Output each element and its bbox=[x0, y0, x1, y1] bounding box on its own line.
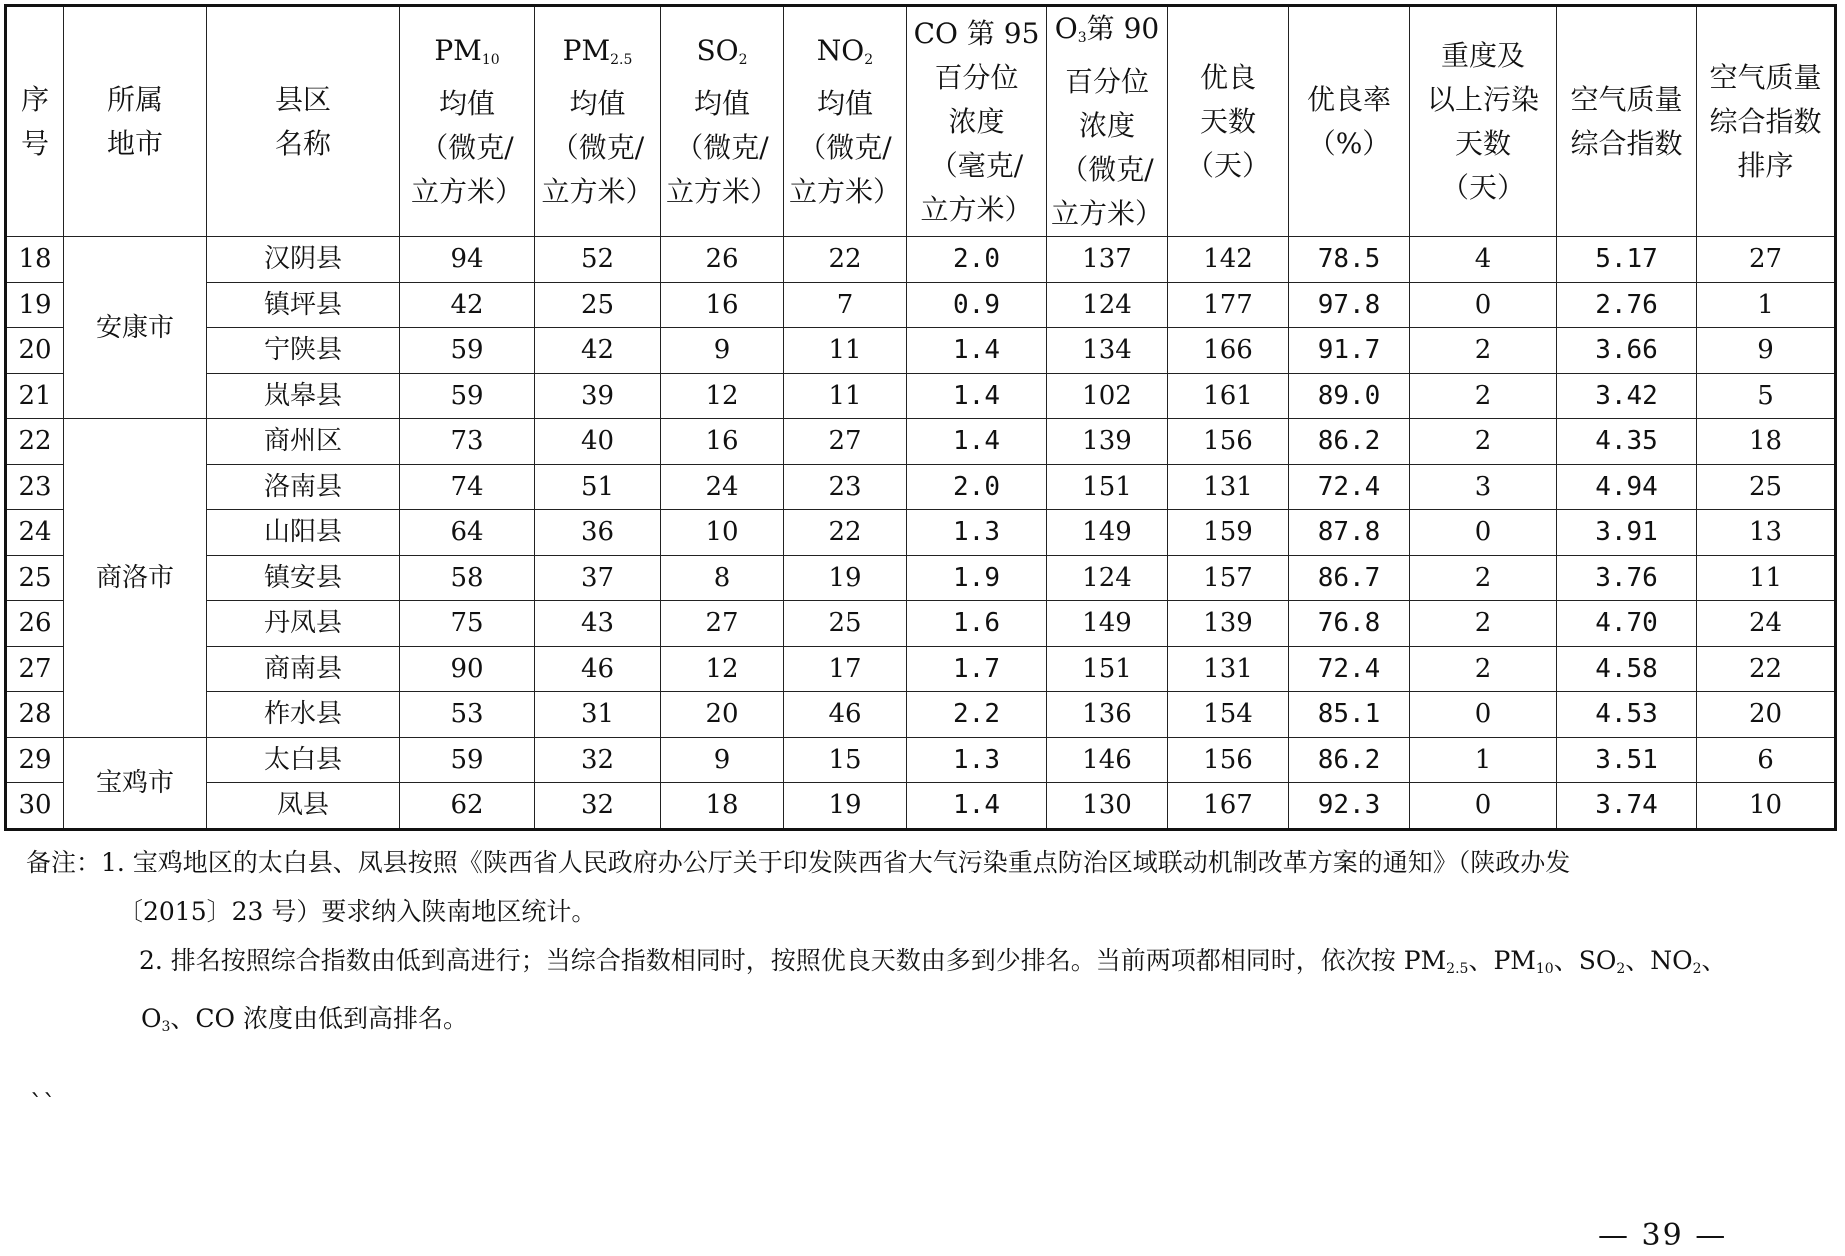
cell-seq: 23 bbox=[6, 464, 64, 510]
note-subscript: 2 bbox=[1692, 961, 1702, 977]
cell-so2: 27 bbox=[661, 601, 784, 647]
cell-co: 1.4 bbox=[907, 419, 1047, 465]
cell-rank: 27 bbox=[1697, 237, 1836, 283]
cell-no2: 22 bbox=[784, 510, 907, 556]
cell-no2: 7 bbox=[784, 282, 907, 328]
cell-seq: 21 bbox=[6, 373, 64, 419]
cell-aqi: 3.42 bbox=[1557, 373, 1697, 419]
cell-heavy-days: 0 bbox=[1410, 783, 1557, 830]
cell-rank: 6 bbox=[1697, 737, 1836, 783]
table-row bbox=[6, 646, 1836, 692]
header-line: 名称 bbox=[274, 126, 331, 160]
cell-aqi: 4.94 bbox=[1557, 464, 1697, 510]
cell-county: 洛南县 bbox=[207, 464, 400, 510]
header-line: 立方米） bbox=[788, 175, 901, 208]
cell-pm25: 39 bbox=[535, 373, 661, 419]
table-row bbox=[6, 783, 1836, 830]
cell-seq: 29 bbox=[6, 737, 64, 783]
cell-good-days: 154 bbox=[1168, 692, 1289, 738]
cell-good-rate: 76.8 bbox=[1289, 601, 1410, 647]
cell-rank: 20 bbox=[1697, 692, 1836, 738]
page-number: — 39 — bbox=[1598, 1218, 1728, 1253]
cell-aqi: 2.76 bbox=[1557, 282, 1697, 328]
cell-seq: 18 bbox=[6, 237, 64, 283]
table-row bbox=[6, 692, 1836, 738]
header-formula bbox=[400, 29, 534, 82]
cell-aqi: 4.58 bbox=[1557, 646, 1697, 692]
header-line: 立方米） bbox=[665, 175, 778, 208]
cell-county: 凤县 bbox=[207, 783, 400, 830]
cell-pm10: 42 bbox=[400, 282, 535, 328]
cell-good-days: 142 bbox=[1168, 237, 1289, 283]
cell-aqi: 3.74 bbox=[1557, 783, 1697, 830]
cell-pm25: 40 bbox=[535, 419, 661, 465]
cell-no2: 22 bbox=[784, 237, 907, 283]
formula-symbol: O bbox=[1054, 12, 1078, 45]
header-line: 号 bbox=[20, 126, 49, 160]
cell-so2: 12 bbox=[661, 373, 784, 419]
cell-pm25: 52 bbox=[535, 237, 661, 283]
cell-pm10: 73 bbox=[400, 419, 535, 465]
header-line: 排序 bbox=[1737, 148, 1794, 182]
cell-good-rate: 72.4 bbox=[1289, 646, 1410, 692]
header-line: （微克/ bbox=[798, 131, 892, 164]
header-line: 序 bbox=[20, 82, 49, 116]
cell-good-rate: 86.7 bbox=[1289, 555, 1410, 601]
formula-subscript: 2.5 bbox=[610, 52, 633, 68]
table-row bbox=[6, 555, 1836, 601]
header-line: 重度及 bbox=[1440, 38, 1525, 72]
cell-pm25: 31 bbox=[535, 692, 661, 738]
cell-good-rate: 97.8 bbox=[1289, 282, 1410, 328]
cell-o3: 130 bbox=[1047, 783, 1168, 830]
cell-aqi: 4.70 bbox=[1557, 601, 1697, 647]
formula-symbol: PM bbox=[562, 34, 611, 67]
cell-county: 山阳县 bbox=[207, 510, 400, 556]
cell-county: 商州区 bbox=[207, 419, 400, 465]
cell-co: 2.2 bbox=[907, 692, 1047, 738]
cell-no2: 11 bbox=[784, 373, 907, 419]
cell-county: 汉阴县 bbox=[207, 237, 400, 283]
header-seq bbox=[6, 6, 64, 237]
header-formula bbox=[784, 29, 906, 82]
cell-heavy-days: 2 bbox=[1410, 328, 1557, 374]
cell-rank: 5 bbox=[1697, 373, 1836, 419]
cell-aqi: 5.17 bbox=[1557, 237, 1697, 283]
header-line: 均值 bbox=[569, 87, 626, 120]
formula-subscript: 10 bbox=[481, 52, 500, 68]
cell-pm25: 32 bbox=[535, 783, 661, 830]
cell-good-rate: 85.1 bbox=[1289, 692, 1410, 738]
header-line: 百分位 bbox=[934, 60, 1019, 94]
cell-co: 1.7 bbox=[907, 646, 1047, 692]
note-line bbox=[26, 936, 1826, 994]
note-text: 、SO bbox=[1553, 946, 1617, 975]
cell-good-days: 156 bbox=[1168, 419, 1289, 465]
cell-heavy-days: 2 bbox=[1410, 555, 1557, 601]
cell-co: 1.3 bbox=[907, 510, 1047, 556]
cell-good-rate: 72.4 bbox=[1289, 464, 1410, 510]
cell-o3: 149 bbox=[1047, 510, 1168, 556]
header-line: 优良率 bbox=[1306, 82, 1391, 116]
table-row bbox=[6, 282, 1836, 328]
header-line: 以上污染 bbox=[1426, 82, 1539, 116]
header-line: 天数 bbox=[1454, 126, 1511, 160]
cell-good-rate: 92.3 bbox=[1289, 783, 1410, 830]
cell-no2: 23 bbox=[784, 464, 907, 510]
cell-pm10: 59 bbox=[400, 328, 535, 374]
cell-rank: 10 bbox=[1697, 783, 1836, 830]
header-pm10 bbox=[400, 6, 535, 237]
cell-good-days: 131 bbox=[1168, 646, 1289, 692]
table-row bbox=[6, 328, 1836, 374]
cell-seq: 22 bbox=[6, 419, 64, 465]
header-line: 浓度 bbox=[1078, 109, 1135, 142]
cell-so2: 16 bbox=[661, 419, 784, 465]
cell-good-rate: 87.8 bbox=[1289, 510, 1410, 556]
cell-so2: 8 bbox=[661, 555, 784, 601]
header-good-rate bbox=[1289, 6, 1410, 237]
cell-heavy-days: 2 bbox=[1410, 646, 1557, 692]
cell-pm10: 64 bbox=[400, 510, 535, 556]
header-good-days bbox=[1168, 6, 1289, 237]
header-pm25 bbox=[535, 6, 661, 237]
cell-o3: 102 bbox=[1047, 373, 1168, 419]
cell-good-days: 161 bbox=[1168, 373, 1289, 419]
notes-section bbox=[26, 838, 1826, 1052]
cell-pm10: 62 bbox=[400, 783, 535, 830]
cell-seq: 20 bbox=[6, 328, 64, 374]
note-subscript: 10 bbox=[1535, 961, 1554, 977]
stray-marks: `` bbox=[30, 1090, 56, 1120]
cell-rank: 25 bbox=[1697, 464, 1836, 510]
cell-heavy-days: 0 bbox=[1410, 282, 1557, 328]
table-row bbox=[6, 237, 1836, 283]
cell-no2: 19 bbox=[784, 783, 907, 830]
cell-pm25: 42 bbox=[535, 328, 661, 374]
cell-aqi: 3.76 bbox=[1557, 555, 1697, 601]
table-row bbox=[6, 601, 1836, 647]
formula-symbol: SO bbox=[696, 34, 739, 67]
cell-county: 商南县 bbox=[207, 646, 400, 692]
cell-good-rate: 86.2 bbox=[1289, 419, 1410, 465]
cell-seq: 27 bbox=[6, 646, 64, 692]
header-line: 优良 bbox=[1199, 60, 1256, 94]
cell-county: 岚皋县 bbox=[207, 373, 400, 419]
cell-aqi: 3.51 bbox=[1557, 737, 1697, 783]
cell-good-days: 159 bbox=[1168, 510, 1289, 556]
cell-so2: 10 bbox=[661, 510, 784, 556]
cell-rank: 9 bbox=[1697, 328, 1836, 374]
cell-pm10: 74 bbox=[400, 464, 535, 510]
cell-city: 安康市 bbox=[64, 237, 207, 419]
cell-pm10: 75 bbox=[400, 601, 535, 647]
cell-heavy-days: 2 bbox=[1410, 419, 1557, 465]
note-subscript: 3 bbox=[161, 1019, 171, 1035]
cell-co: 1.3 bbox=[907, 737, 1047, 783]
cell-county: 镇安县 bbox=[207, 555, 400, 601]
note-text: 备注：1. 宝鸡地区的太白县、凤县按照《陕西省人民政府办公厅关于印发陕西省大气污染重点防治区域联动机制改革方案的通知》（陕政办发 bbox=[26, 848, 1571, 877]
cell-no2: 25 bbox=[784, 601, 907, 647]
table-row bbox=[6, 419, 1836, 465]
header-no2 bbox=[784, 6, 907, 237]
cell-o3: 146 bbox=[1047, 737, 1168, 783]
cell-pm25: 32 bbox=[535, 737, 661, 783]
table-row bbox=[6, 464, 1836, 510]
cell-pm25: 37 bbox=[535, 555, 661, 601]
cell-no2: 27 bbox=[784, 419, 907, 465]
cell-no2: 19 bbox=[784, 555, 907, 601]
header-line: 地市 bbox=[106, 126, 163, 160]
header-aqi bbox=[1557, 6, 1697, 237]
cell-so2: 9 bbox=[661, 328, 784, 374]
cell-good-rate: 89.0 bbox=[1289, 373, 1410, 419]
header-co bbox=[907, 6, 1047, 237]
cell-seq: 26 bbox=[6, 601, 64, 647]
note-text: 〔2015〕23 号）要求纳入陕南地区统计。 bbox=[118, 897, 597, 926]
cell-good-days: 139 bbox=[1168, 601, 1289, 647]
cell-good-days: 177 bbox=[1168, 282, 1289, 328]
cell-no2: 15 bbox=[784, 737, 907, 783]
formula-rest: 第 90 bbox=[1086, 12, 1160, 45]
cell-o3: 134 bbox=[1047, 328, 1168, 374]
air-quality-table bbox=[4, 4, 1837, 831]
note-line bbox=[26, 838, 1826, 887]
cell-no2: 17 bbox=[784, 646, 907, 692]
cell-o3: 136 bbox=[1047, 692, 1168, 738]
cell-heavy-days: 2 bbox=[1410, 373, 1557, 419]
cell-rank: 22 bbox=[1697, 646, 1836, 692]
header-formula bbox=[535, 29, 660, 82]
note-text: 、 bbox=[1701, 946, 1727, 975]
cell-rank: 13 bbox=[1697, 510, 1836, 556]
header-line: 立方米） bbox=[1050, 197, 1163, 230]
header-line: 立方米） bbox=[410, 175, 523, 208]
header-city bbox=[64, 6, 207, 237]
header-line: （天） bbox=[1185, 148, 1270, 182]
cell-rank: 11 bbox=[1697, 555, 1836, 601]
header-line: （微克/ bbox=[1060, 153, 1154, 186]
cell-so2: 9 bbox=[661, 737, 784, 783]
cell-aqi: 4.35 bbox=[1557, 419, 1697, 465]
cell-pm10: 59 bbox=[400, 373, 535, 419]
cell-rank: 1 bbox=[1697, 282, 1836, 328]
cell-so2: 18 bbox=[661, 783, 784, 830]
header-line: 浓度 bbox=[948, 104, 1005, 138]
header-line: 立方米） bbox=[541, 175, 654, 208]
cell-so2: 20 bbox=[661, 692, 784, 738]
header-line: 综合指数 bbox=[1709, 104, 1822, 138]
cell-pm25: 51 bbox=[535, 464, 661, 510]
cell-pm25: 25 bbox=[535, 282, 661, 328]
header-line: （微克/ bbox=[675, 131, 769, 164]
cell-co: 0.9 bbox=[907, 282, 1047, 328]
header-line: 百分位 bbox=[1064, 65, 1149, 98]
note-line bbox=[26, 994, 1826, 1052]
header-aqi-rank bbox=[1697, 6, 1836, 237]
cell-good-days: 131 bbox=[1168, 464, 1289, 510]
cell-county: 太白县 bbox=[207, 737, 400, 783]
cell-o3: 124 bbox=[1047, 555, 1168, 601]
cell-good-days: 156 bbox=[1168, 737, 1289, 783]
header-line: （天） bbox=[1440, 170, 1525, 204]
cell-pm25: 46 bbox=[535, 646, 661, 692]
cell-aqi: 3.66 bbox=[1557, 328, 1697, 374]
cell-co: 2.0 bbox=[907, 464, 1047, 510]
cell-so2: 16 bbox=[661, 282, 784, 328]
formula-subscript: 2 bbox=[864, 52, 874, 68]
cell-pm10: 58 bbox=[400, 555, 535, 601]
header-so2 bbox=[661, 6, 784, 237]
header-line: （微克/ bbox=[550, 131, 645, 164]
header-line: 立方米） bbox=[920, 192, 1033, 226]
header-formula bbox=[1047, 7, 1167, 60]
cell-rank: 24 bbox=[1697, 601, 1836, 647]
table-row bbox=[6, 510, 1836, 556]
cell-county: 宁陕县 bbox=[207, 328, 400, 374]
note-subscript: 2 bbox=[1616, 961, 1626, 977]
header-line: （毫克/ bbox=[929, 148, 1024, 182]
cell-co: 1.9 bbox=[907, 555, 1047, 601]
cell-heavy-days: 2 bbox=[1410, 601, 1557, 647]
cell-o3: 139 bbox=[1047, 419, 1168, 465]
cell-good-days: 166 bbox=[1168, 328, 1289, 374]
cell-good-days: 157 bbox=[1168, 555, 1289, 601]
cell-county: 镇坪县 bbox=[207, 282, 400, 328]
cell-city: 商洛市 bbox=[64, 419, 207, 738]
cell-pm25: 43 bbox=[535, 601, 661, 647]
header-line: （%） bbox=[1307, 126, 1391, 160]
header-row bbox=[6, 6, 1836, 237]
cell-seq: 30 bbox=[6, 783, 64, 830]
table-body bbox=[6, 237, 1836, 830]
cell-heavy-days: 3 bbox=[1410, 464, 1557, 510]
cell-o3: 137 bbox=[1047, 237, 1168, 283]
cell-o3: 124 bbox=[1047, 282, 1168, 328]
cell-heavy-days: 1 bbox=[1410, 737, 1557, 783]
table-row bbox=[6, 373, 1836, 419]
header-line: 天数 bbox=[1199, 104, 1256, 138]
header-line: （微克/ bbox=[420, 131, 514, 164]
formula-subscript: 3 bbox=[1077, 30, 1087, 46]
header-o3 bbox=[1047, 6, 1168, 237]
header-line: 县区 bbox=[274, 82, 331, 116]
cell-co: 1.4 bbox=[907, 373, 1047, 419]
header-line: 均值 bbox=[816, 87, 873, 120]
cell-aqi: 3.91 bbox=[1557, 510, 1697, 556]
cell-seq: 19 bbox=[6, 282, 64, 328]
cell-city: 宝鸡市 bbox=[64, 737, 207, 829]
cell-o3: 151 bbox=[1047, 646, 1168, 692]
cell-pm25: 36 bbox=[535, 510, 661, 556]
cell-no2: 46 bbox=[784, 692, 907, 738]
header-formula bbox=[661, 29, 783, 82]
cell-heavy-days: 4 bbox=[1410, 237, 1557, 283]
cell-o3: 151 bbox=[1047, 464, 1168, 510]
header-line: 均值 bbox=[693, 87, 750, 120]
cell-rank: 18 bbox=[1697, 419, 1836, 465]
header-county bbox=[207, 6, 400, 237]
header-line: CO 第 95 bbox=[913, 16, 1040, 50]
note-text: 、CO 浓度由低到高排名。 bbox=[170, 1004, 468, 1033]
cell-seq: 24 bbox=[6, 510, 64, 556]
cell-good-rate: 78.5 bbox=[1289, 237, 1410, 283]
note-line bbox=[26, 887, 1826, 936]
header-heavy-days bbox=[1410, 6, 1557, 237]
cell-pm10: 53 bbox=[400, 692, 535, 738]
cell-pm10: 94 bbox=[400, 237, 535, 283]
formula-subscript: 2 bbox=[738, 52, 748, 68]
cell-pm10: 59 bbox=[400, 737, 535, 783]
header-line: 空气质量 bbox=[1709, 60, 1822, 94]
cell-heavy-days: 0 bbox=[1410, 692, 1557, 738]
cell-o3: 149 bbox=[1047, 601, 1168, 647]
cell-good-rate: 91.7 bbox=[1289, 328, 1410, 374]
table-row bbox=[6, 737, 1836, 783]
cell-good-rate: 86.2 bbox=[1289, 737, 1410, 783]
cell-pm10: 90 bbox=[400, 646, 535, 692]
cell-heavy-days: 0 bbox=[1410, 510, 1557, 556]
header-line: 所属 bbox=[106, 82, 163, 116]
note-text: 、NO bbox=[1625, 946, 1693, 975]
note-text: O bbox=[141, 1004, 162, 1033]
cell-co: 1.4 bbox=[907, 328, 1047, 374]
cell-co: 1.6 bbox=[907, 601, 1047, 647]
cell-seq: 28 bbox=[6, 692, 64, 738]
header-line: 综合指数 bbox=[1570, 126, 1683, 160]
cell-co: 1.4 bbox=[907, 783, 1047, 830]
note-text: 2. 排名按照综合指数由低到高进行；当综合指数相同时，按照优良天数由多到少排名。当前两项都相同时，依次按 PM bbox=[139, 946, 1447, 975]
cell-seq: 25 bbox=[6, 555, 64, 601]
cell-county: 丹凤县 bbox=[207, 601, 400, 647]
cell-so2: 26 bbox=[661, 237, 784, 283]
header-line: 均值 bbox=[438, 87, 495, 120]
cell-aqi: 4.53 bbox=[1557, 692, 1697, 738]
cell-co: 2.0 bbox=[907, 237, 1047, 283]
formula-symbol: PM bbox=[434, 34, 482, 67]
cell-good-days: 167 bbox=[1168, 783, 1289, 830]
cell-no2: 11 bbox=[784, 328, 907, 374]
cell-so2: 24 bbox=[661, 464, 784, 510]
note-text: 、PM bbox=[1468, 946, 1536, 975]
header-line: 空气质量 bbox=[1570, 82, 1683, 116]
cell-county: 柞水县 bbox=[207, 692, 400, 738]
formula-symbol: NO bbox=[816, 34, 865, 67]
note-subscript: 2.5 bbox=[1446, 961, 1469, 977]
cell-so2: 12 bbox=[661, 646, 784, 692]
